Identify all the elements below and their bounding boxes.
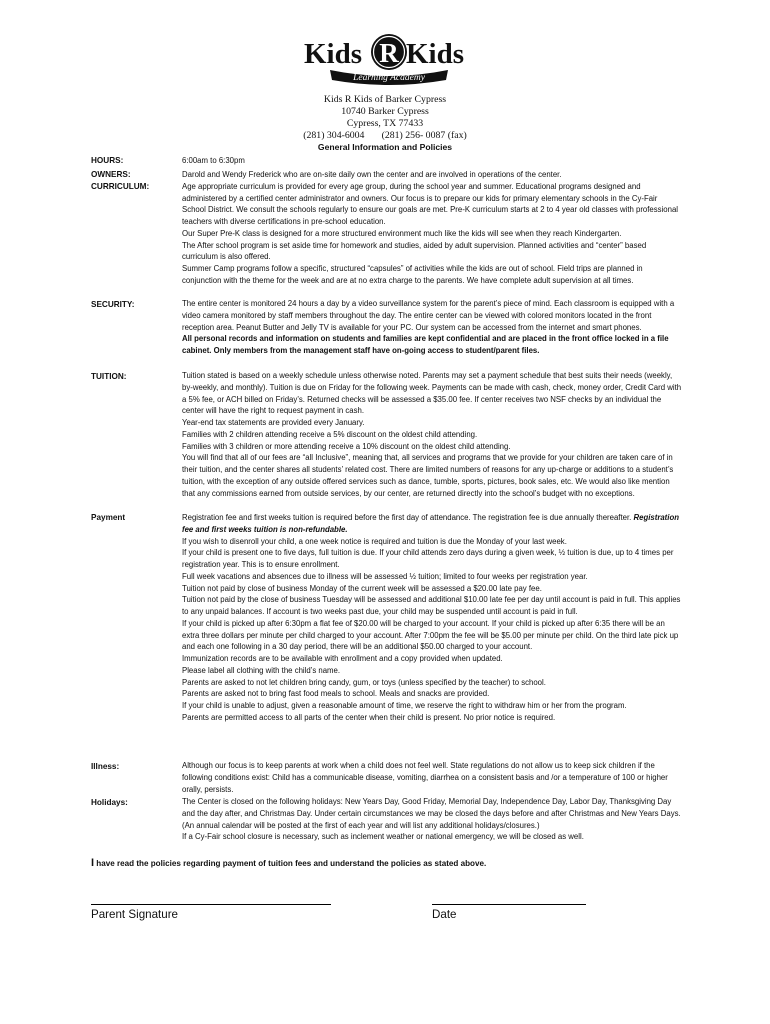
- date-line[interactable]: [432, 904, 586, 905]
- tuition-paragraph: Year-end tax statements are provided every January.: [182, 418, 365, 427]
- label-illness: Illness:: [91, 762, 120, 771]
- holidays-paragraph: If a Cy-Fair school closure is necessary, such as inclement weather or national emergency, we will be closed as well.: [182, 832, 584, 842]
- label-tuition: TUITION:: [91, 372, 127, 381]
- payment-paragraph: If your child is unable to adjust, given a reasonable amount of time, we reserve the right to withdraw him or her from the program.: [182, 701, 627, 710]
- label-curriculum: CURRICULUM:: [91, 182, 150, 191]
- tuition-paragraph: Tuition stated is based on a weekly schedule unless otherwise noted. Parents may set a payment schedule that best suits their needs (weekly, by-weekly, and monthly). Tuition is due on Friday for the following week. Payments can be made with cash, check, money order, Credit Card with a 5% fee, or ACH billed on Friday’s. Returned checks will be assessed a $35.00 fee. If center receives two NSF checks by an individual the center will have the right to request payment in cash.: [182, 371, 682, 416]
- parent-signature-label: Parent Signature: [91, 908, 179, 921]
- hours-text: 6:00am to 6:30pm: [182, 156, 245, 165]
- payment-paragraph: Tuition not paid by close of business Monday of the current week will be assessed a $20.00 late pay fee.: [182, 583, 542, 593]
- security-text: The entire center is monitored 24 hours a day by a video surveillance system for the parent’s piece of mind. Each classroom is equipped with a video camera monitored by staff members throughout the day. The entire center can be viewed with colored monitors located in the front reception area. Peanut Butter and Jelly TV is available for your PC. Our system can be accessed from the internet and smart phones.: [182, 299, 675, 332]
- payment-paragraph: Please label all clothing with the child’s name.: [182, 665, 341, 675]
- tuition-paragraph: Families with 2 children attending receive a 5% discount on the oldest child attending.: [182, 429, 478, 439]
- parent-signature-line[interactable]: [91, 904, 331, 905]
- acknowledgement-statement: [91, 857, 711, 870]
- center-city: Cypress, TX 77433: [346, 118, 424, 129]
- tuition-paragraph: Families with 3 children or more attending receive a 10% discount on the oldest child attending.: [182, 441, 511, 451]
- label-hours: HOURS:: [91, 156, 124, 165]
- payment-nonrefundable-note: Registration fee and first weeks tuition is non-refundable.: [182, 513, 679, 534]
- payment-paragraph: Parents are asked to not let children bring candy, gum, or toys (unless specified by the teacher) to school.: [182, 677, 546, 687]
- payment-paragraph: Parents are permitted access to all parts of the center when their child is present. No prior notice is required.: [182, 712, 556, 722]
- payment-paragraph: Immunization records are to be available with enrollment and a copy provided when updated.: [182, 654, 503, 663]
- center-name: Kids R Kids of Barker Cypress: [323, 94, 447, 105]
- center-phone: (281) 304-6004 (281) 256- 0087 (fax): [303, 130, 467, 141]
- payment-paragraph: Full week vacations and absences due to illness will be assessed ½ tuition; limited to four weeks per registration year.: [182, 571, 588, 581]
- owners-text: Darold and Wendy Frederick who are on-site daily own the center and are involved in operations of the center.: [182, 170, 562, 179]
- owners-curriculum-block: [182, 169, 682, 287]
- label-security: SECURITY:: [91, 300, 135, 309]
- payment-paragraph: If you wish to disenroll your child, a one week notice is required and tuition is due the Monday of your last week.: [182, 536, 567, 546]
- ack-first-letter: I: [91, 857, 95, 869]
- label-payment: Payment: [91, 513, 126, 522]
- illness-text: Although our focus is to keep parents at work when a child does not feel well. State regulations do not allow us to keep sick children if the following conditions exist: Child has a communicable disease, vomiting, diarrhea on a consistent basis and /or a temperature of 100 or higher orally, persists.: [182, 761, 668, 794]
- holidays-block: [182, 796, 682, 843]
- payment-paragraph: If your child is picked up after 6:30pm a flat fee of $20.00 will be charged to your account. If your child is picked up after 6:35 there will be an extra three dollars per minute per child charged to your account. After 7:00pm the fee will be $5.00 per minute per child. On the third late pick up and each one following in a 30 day period, there will be an additional $50.00 charged to your account.: [182, 618, 679, 652]
- ack-text: have read the policies regarding payment of tuition fees and understand the policies as stated above.: [94, 859, 487, 868]
- payment-block: [182, 512, 682, 724]
- payment-intro-paragraph: [182, 512, 682, 536]
- tuition-paragraph: You will find that all of our fees are “all Inclusive”, meaning that, all services and programs that we provide for your children are taken care of in their tuition, and the center shares all students’ related cost. There are limited numbers of reasons for any up-charge or additions to a student’s tuition, with the exception of any outside offered services such as dance, tumble, sports, pictures, book sales, etc. We would also like mention that any commissions earned from outside services, by our center, are returned directly into the school’s budget with no exceptions.: [182, 453, 674, 498]
- curriculum-paragraph: Summer Camp programs follow a specific, structured “capsules” of activities while the kids are out of school. Field trips are planned in conjunction with the theme for the week and are at no extra charge to the parents. We have complete adult supervision at all times.: [182, 264, 643, 285]
- logo-brand-left: Kids: [304, 38, 363, 70]
- security-block: [182, 298, 682, 357]
- logo-letter: R: [379, 38, 399, 68]
- payment-paragraph: Tuition not paid by the close of business Tuesday will be assessed and additional $10.00 late fee per day until account is paid in full. This applies to any unpaid balances. If account is two weeks past due, your child may be suspended until account is paid in full.: [182, 595, 681, 616]
- holidays-paragraph: The Center is closed on the following holidays: New Years Day, Good Friday, Memorial Day, Independence Day, Labor Day, Thanksgiving Day and the day after, and Christmas Day. Under certain circumstances we may be closed the days before and after Christmas and New Years Days. (An annual calendar will be posted at the first of each year and will list any additional holidays/closures.): [182, 797, 681, 830]
- curriculum-paragraph: Our Super Pre-K class is designed for a more structured environment much like the kids will see when they reach Kindergarten.: [182, 228, 622, 238]
- records-policy-text: All personal records and information on students and families are kept confidential and are placed in the front office locked in a file cabinet. Only members from the management staff have on-going access to student/parent files.: [182, 334, 669, 355]
- payment-intro: Registration fee and first weeks tuition is required before the first day of attendance. The registration fee is due annually thereafter.: [182, 513, 632, 522]
- label-holidays: Holidays:: [91, 798, 128, 807]
- kids-r-kids-logo: [300, 30, 478, 88]
- curriculum-paragraph: Age appropriate curriculum is provided for every age group, during the school year and summer. Educational programs designed and administered by a certified center administrator and owners. Our focus is to prepare our kids for primary elementary schools in the Cy-Fair School District. We consult the schools regularly to ensure our goals are met. Pre-K curriculum starts at 2 to 4 year old classes with professional teachers with diverse certifications in pre-school education.: [182, 181, 679, 226]
- label-owners: OWNERS:: [91, 170, 131, 179]
- payment-paragraph: If your child is present one to five days, full tuition is due. If your child attends zero days during a given week, ½ tuition is due, up to 4 times per registration year. This is to ensure enrollment.: [182, 548, 674, 569]
- logo-tagline: Learning Academy: [353, 73, 425, 83]
- document-title: General Information and Policies: [317, 142, 453, 152]
- curriculum-paragraph: The After school program is set aside time for homework and studies, aided by adult supervision. Planned activities and “center” based curriculum is also offered.: [182, 240, 647, 262]
- date-label: Date: [432, 908, 457, 921]
- logo-brand-right: Kids: [406, 38, 465, 70]
- payment-paragraph: Parents are asked not to bring fast food meals to school. Meals and snacks are provided.: [182, 689, 490, 699]
- center-address: 10740 Barker Cypress: [341, 106, 429, 117]
- tuition-block: [182, 370, 682, 499]
